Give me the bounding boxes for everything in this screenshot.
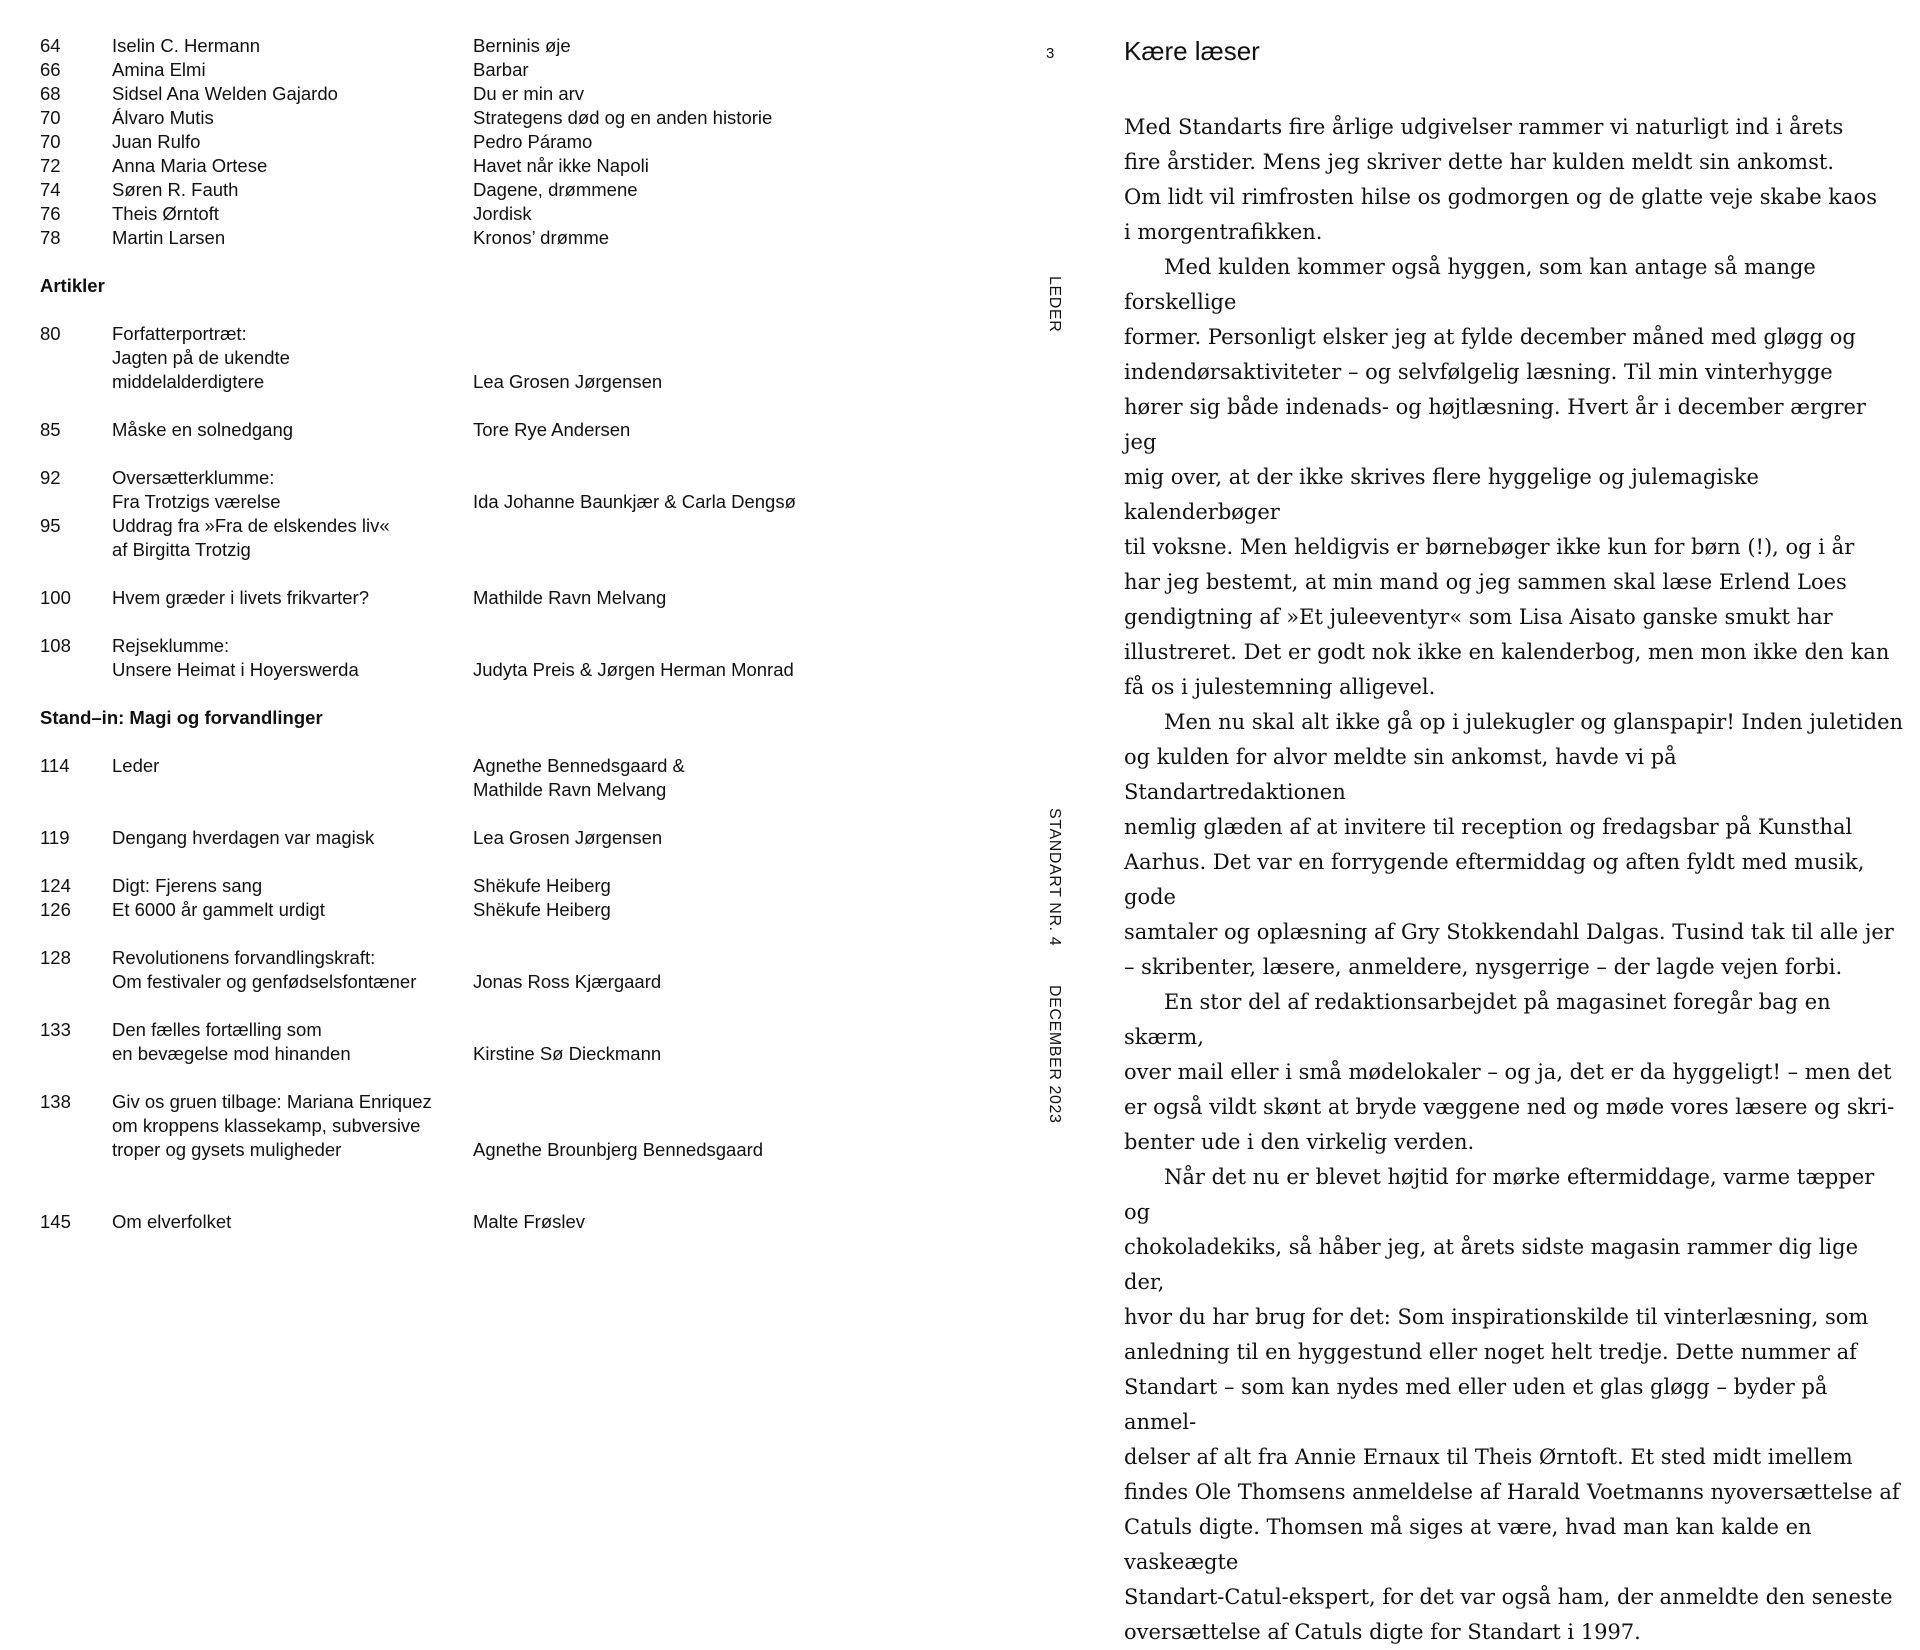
toc-author-line: Shëkufe Heiberg [473, 899, 611, 920]
toc-title [112, 826, 462, 850]
toc-page-number: 119 [40, 827, 70, 848]
toc-title-line: Hvem græder i livets frikvarter? [112, 587, 370, 608]
toc-title [112, 946, 462, 994]
toc-title-line: troper og gysets muligheder [112, 1139, 342, 1160]
toc-title-line: Giv os gruen tilbage: Mariana Enriquez [112, 1091, 432, 1112]
toc-page-number: 76 [40, 203, 61, 224]
editorial-line: oversættelse af Catuls digte for Standart i 1997. [1124, 1620, 1641, 1644]
toc-row [40, 874, 1030, 898]
toc-row [40, 1210, 1030, 1234]
toc-page-number: 126 [40, 899, 71, 920]
toc-author: Judyta Preis & Jørgen Herman Monrad [473, 659, 794, 680]
editorial-line: til voksne. Men heldigvis er børnebøger ikke kun for børn (!), og i år [1124, 535, 1855, 559]
toc-author-line: Mathilde Ravn Melvang [473, 779, 667, 800]
toc-row [40, 1090, 1030, 1162]
editorial-line: få os i julestemning alligevel. [1124, 675, 1436, 699]
toc-title-line: Leder [112, 755, 160, 776]
toc-title: Theis Ørntoft [112, 203, 219, 224]
toc-title-line: Jagten på de ukendte [112, 347, 290, 368]
toc-title-line: Unsere Heimat i Hoyerswerda [112, 659, 359, 680]
editorial-line: samtaler og oplæsning af Gry Stokkendahl Dalgas. Tusind tak til alle jer [1124, 920, 1894, 944]
toc-title [112, 634, 462, 682]
toc-title [112, 1210, 462, 1234]
editorial-line: delser af alt fra Annie Ernaux til Theis Ørntoft. Et sted midt imellem [1124, 1445, 1853, 1469]
toc-title-line: Et 6000 år gammelt urdigt [112, 899, 325, 920]
toc-row [40, 946, 1030, 994]
toc-page-number: 133 [40, 1019, 71, 1040]
editorial-line: Aarhus. Det var en forrygende eftermiddag og aften fyldt med musik, gode [1124, 850, 1865, 909]
toc-row [40, 898, 1030, 922]
editorial-line: Men nu skal alt ikke gå op i julekugler og glanspapir! Inden juletiden [1164, 710, 1904, 734]
toc-row [40, 106, 1030, 130]
toc-title-line: en bevægelse mod hinanden [112, 1043, 351, 1064]
toc-author-line: Jonas Ross Kjærgaard [473, 971, 662, 992]
toc-title [112, 754, 462, 778]
toc-row [40, 1018, 1030, 1066]
editorial-line: En stor del af redaktionsarbejdet på magasinet foregår bag en skærm, [1124, 990, 1831, 1049]
toc-author-line: Kirstine Sø Dieckmann [473, 1043, 662, 1064]
toc-page-number: 124 [40, 875, 71, 896]
toc-page-number: 100 [40, 587, 71, 608]
toc-page-number: 80 [40, 323, 61, 344]
editorial-line: former. Personligt elsker jeg at fylde december måned med gløgg og [1124, 325, 1856, 349]
editorial-body [1124, 110, 1904, 1650]
running-issue-label: STANDART NR. 4 [1046, 808, 1063, 947]
toc-author-line: Lea Grosen Jørgensen [473, 827, 663, 848]
toc-author: Barbar [473, 59, 529, 80]
editorial-line: har jeg bestemt, at min mand og jeg sammen skal læse Erlend Loes [1124, 570, 1847, 594]
toc-row [40, 58, 1030, 82]
toc-title: Juan Rulfo [112, 131, 201, 152]
toc-reviews-list [40, 34, 1030, 250]
toc-page-number: 74 [40, 179, 61, 200]
editorial-line: – skribenter, læsere, anmeldere, nysgerrige – der lagde vejen forbi. [1124, 955, 1843, 979]
toc-row [40, 826, 1030, 850]
toc-page-number: 138 [40, 1091, 71, 1112]
toc-title-line: Forfatterportræt: [112, 323, 247, 344]
toc-title-line: Måske en solnedgang [112, 419, 294, 440]
toc-articles-list [40, 322, 1030, 682]
editorial-line: fire årstider. Mens jeg skriver dette har kulden meldt sin ankomst. [1124, 150, 1834, 174]
toc-author-line: Malte Frøslev [473, 1211, 586, 1232]
toc-page-number: 72 [40, 155, 61, 176]
toc-title-line: Fra Trotzigs værelse [112, 491, 281, 512]
editorial-line: Om lidt vil rimfrosten hilse os godmorgen og de glatte veje skabe kaos [1124, 185, 1877, 209]
toc-title [112, 586, 462, 610]
toc-title: Álvaro Mutis [112, 107, 214, 128]
editorial-line: chokoladekiks, så håber jeg, at årets sidste magasin rammer dig lige der, [1124, 1235, 1858, 1294]
running-section-label: LEDER [1046, 276, 1063, 333]
editorial-line: findes Ole Thomsens anmeldelse af Harald Voetmanns nyoversættelse af [1124, 1480, 1900, 1504]
toc-title-line: Om elverfolket [112, 1211, 232, 1232]
toc-row [40, 466, 1030, 514]
toc-title [112, 466, 462, 514]
editorial-line: anledning til en hyggestund eller noget helt tredje. Dette nummer af [1124, 1340, 1857, 1364]
toc-row [40, 418, 1030, 442]
toc-page-number: 108 [40, 635, 71, 656]
toc-author: Jordisk [473, 203, 532, 224]
editorial-line: over mail eller i små mødelokaler – og ja, det er da hyggeligt! – men det [1124, 1060, 1892, 1084]
toc-title [112, 418, 462, 442]
toc-author: Dagene, drømmene [473, 179, 638, 200]
toc-title-line: Uddrag fra »Fra de elskendes liv« [112, 515, 390, 536]
toc-title-line: Revolutionens forvandlingskraft: [112, 947, 376, 968]
toc-author [473, 898, 993, 922]
toc-title-line: Digt: Fjerens sang [112, 875, 263, 896]
toc-row [40, 634, 1030, 682]
toc-author: Kronos’ drømme [473, 227, 610, 248]
editorial-line: indendørsaktiviteter – og selvfølgelig læsning. Til min vinterhygge [1124, 360, 1833, 384]
toc-page-number: 95 [40, 515, 61, 536]
toc-page-number: 68 [40, 83, 61, 104]
toc-author [473, 874, 993, 898]
toc-author: Pedro Páramo [473, 131, 593, 152]
toc-page-number: 92 [40, 467, 61, 488]
toc-page-number: 70 [40, 131, 61, 152]
toc-page-number: 128 [40, 947, 71, 968]
toc-title: Søren R. Fauth [112, 179, 239, 200]
toc-title [112, 1018, 462, 1066]
toc-row [40, 586, 1030, 610]
toc-author: Tore Rye Andersen [473, 419, 631, 440]
editorial-line: i morgentrafikken. [1124, 220, 1323, 244]
toc-section-heading-standin: Stand–in: Magi og forvandlinger [40, 707, 323, 728]
toc-row [40, 154, 1030, 178]
toc-title: Martin Larsen [112, 227, 226, 248]
editorial-line: hvor du har brug for det: Som inspirationskilde til vinterlæsning, som [1124, 1305, 1869, 1329]
toc-page-number: 66 [40, 59, 61, 80]
toc-title [112, 874, 462, 898]
running-date-label: DECEMBER 2023 [1046, 985, 1063, 1124]
toc-row [40, 754, 1030, 802]
table-of-contents [40, 34, 1030, 1234]
editorial-line: Standart-Catul-ekspert, for det var også ham, der anmeldte den seneste [1124, 1585, 1893, 1609]
toc-author: Berninis øje [473, 35, 571, 56]
toc-title-line: om kroppens klassekamp, subversive [112, 1115, 421, 1136]
toc-title-line: af Birgitta Trotzig [112, 539, 251, 560]
toc-author-line: Shëkufe Heiberg [473, 875, 611, 896]
toc-title [112, 898, 462, 922]
toc-row [40, 322, 1030, 394]
toc-author [473, 1042, 993, 1066]
editorial-line: benter ude i den virkelig verden. [1124, 1130, 1475, 1154]
toc-author [473, 826, 993, 850]
toc-title [112, 1090, 462, 1162]
toc-row [40, 34, 1030, 58]
toc-title-line: Rejseklumme: [112, 635, 230, 656]
toc-title-line: Dengang hverdagen var magisk [112, 827, 375, 848]
toc-section-heading-articles: Artikler [40, 275, 105, 296]
toc-author: Strategens død og en anden historie [473, 107, 773, 128]
toc-author: Mathilde Ravn Melvang [473, 587, 667, 608]
toc-author [473, 1210, 993, 1234]
toc-row [40, 514, 1030, 562]
toc-title: Amina Elmi [112, 59, 206, 80]
toc-row [40, 202, 1030, 226]
editorial-line: nemlig glæden af at invitere til reception og fredagsbar på Kunsthal [1124, 815, 1853, 839]
toc-author: Du er min arv [473, 83, 585, 104]
toc-author [473, 754, 993, 802]
toc-title: Iselin C. Hermann [112, 35, 261, 56]
editorial-line: gendigtning af »Et juleeventyr« som Lisa Aisato ganske smukt har [1124, 605, 1833, 629]
toc-title: Anna Maria Ortese [112, 155, 268, 176]
toc-author [473, 970, 993, 994]
toc-row [40, 130, 1030, 154]
toc-title-line: Den fælles fortælling som [112, 1019, 322, 1040]
editorial-line: mig over, at der ikke skrives flere hyggelige og julemagiske kalenderbøger [1124, 465, 1759, 524]
editorial-line: hører sig både indenads- og højtlæsning. Hvert år i december ærgrer jeg [1124, 395, 1866, 454]
toc-author-line: Agnethe Bennedsgaard & [473, 755, 685, 776]
page-number: 3 [1046, 45, 1055, 62]
toc-title-line: Om festivaler og genfødselsfontæner [112, 971, 417, 992]
toc-row [40, 82, 1030, 106]
editorial-line: og kulden for alvor meldte sin ankomst, havde vi på Standartredaktionen [1124, 745, 1677, 804]
toc-author [473, 1138, 993, 1162]
toc-author: Havet når ikke Napoli [473, 155, 649, 176]
editorial-line: Standart – som kan nydes med eller uden et glas gløgg – byder på anmel- [1124, 1375, 1828, 1434]
toc-standin-list [40, 754, 1030, 1234]
toc-row [40, 178, 1030, 202]
editorial-line: er også vildt skønt at bryde væggene ned og møde vores læsere og skri- [1124, 1095, 1895, 1119]
toc-page-number: 114 [40, 755, 70, 776]
toc-title-line: Oversætterklumme: [112, 467, 275, 488]
editorial-line: Når det nu er blevet højtid for mørke eftermiddage, varme tæpper og [1124, 1165, 1875, 1224]
toc-title [112, 322, 462, 394]
toc-author: Lea Grosen Jørgensen [473, 371, 663, 392]
toc-title-line: middelalderdigtere [112, 371, 265, 392]
toc-page-number: 78 [40, 227, 61, 248]
toc-title: Sidsel Ana Welden Gajardo [112, 83, 338, 104]
toc-title [112, 514, 462, 562]
editorial-heading: Kære læser [1124, 36, 1260, 66]
toc-page-number: 70 [40, 107, 61, 128]
editorial-line: Med Standarts fire årlige udgivelser rammer vi naturligt ind i årets [1124, 115, 1844, 139]
toc-author-line: Agnethe Brounbjerg Bennedsgaard [473, 1139, 764, 1160]
toc-author: Ida Johanne Baunkjær & Carla Dengsø [473, 491, 796, 512]
editorial-line: Med kulden kommer også hyggen, som kan antage så mange forskellige [1124, 255, 1816, 314]
toc-page-number: 64 [40, 35, 61, 56]
editorial-line: Catuls digte. Thomsen må siges at være, hvad man kan kalde en vaskeægte [1124, 1515, 1812, 1574]
toc-page-number: 85 [40, 419, 61, 440]
toc-page-number: 145 [40, 1211, 71, 1232]
editorial-line: illustreret. Det er godt nok ikke en kalenderbog, men mon ikke den kan [1124, 640, 1890, 664]
toc-row [40, 226, 1030, 250]
